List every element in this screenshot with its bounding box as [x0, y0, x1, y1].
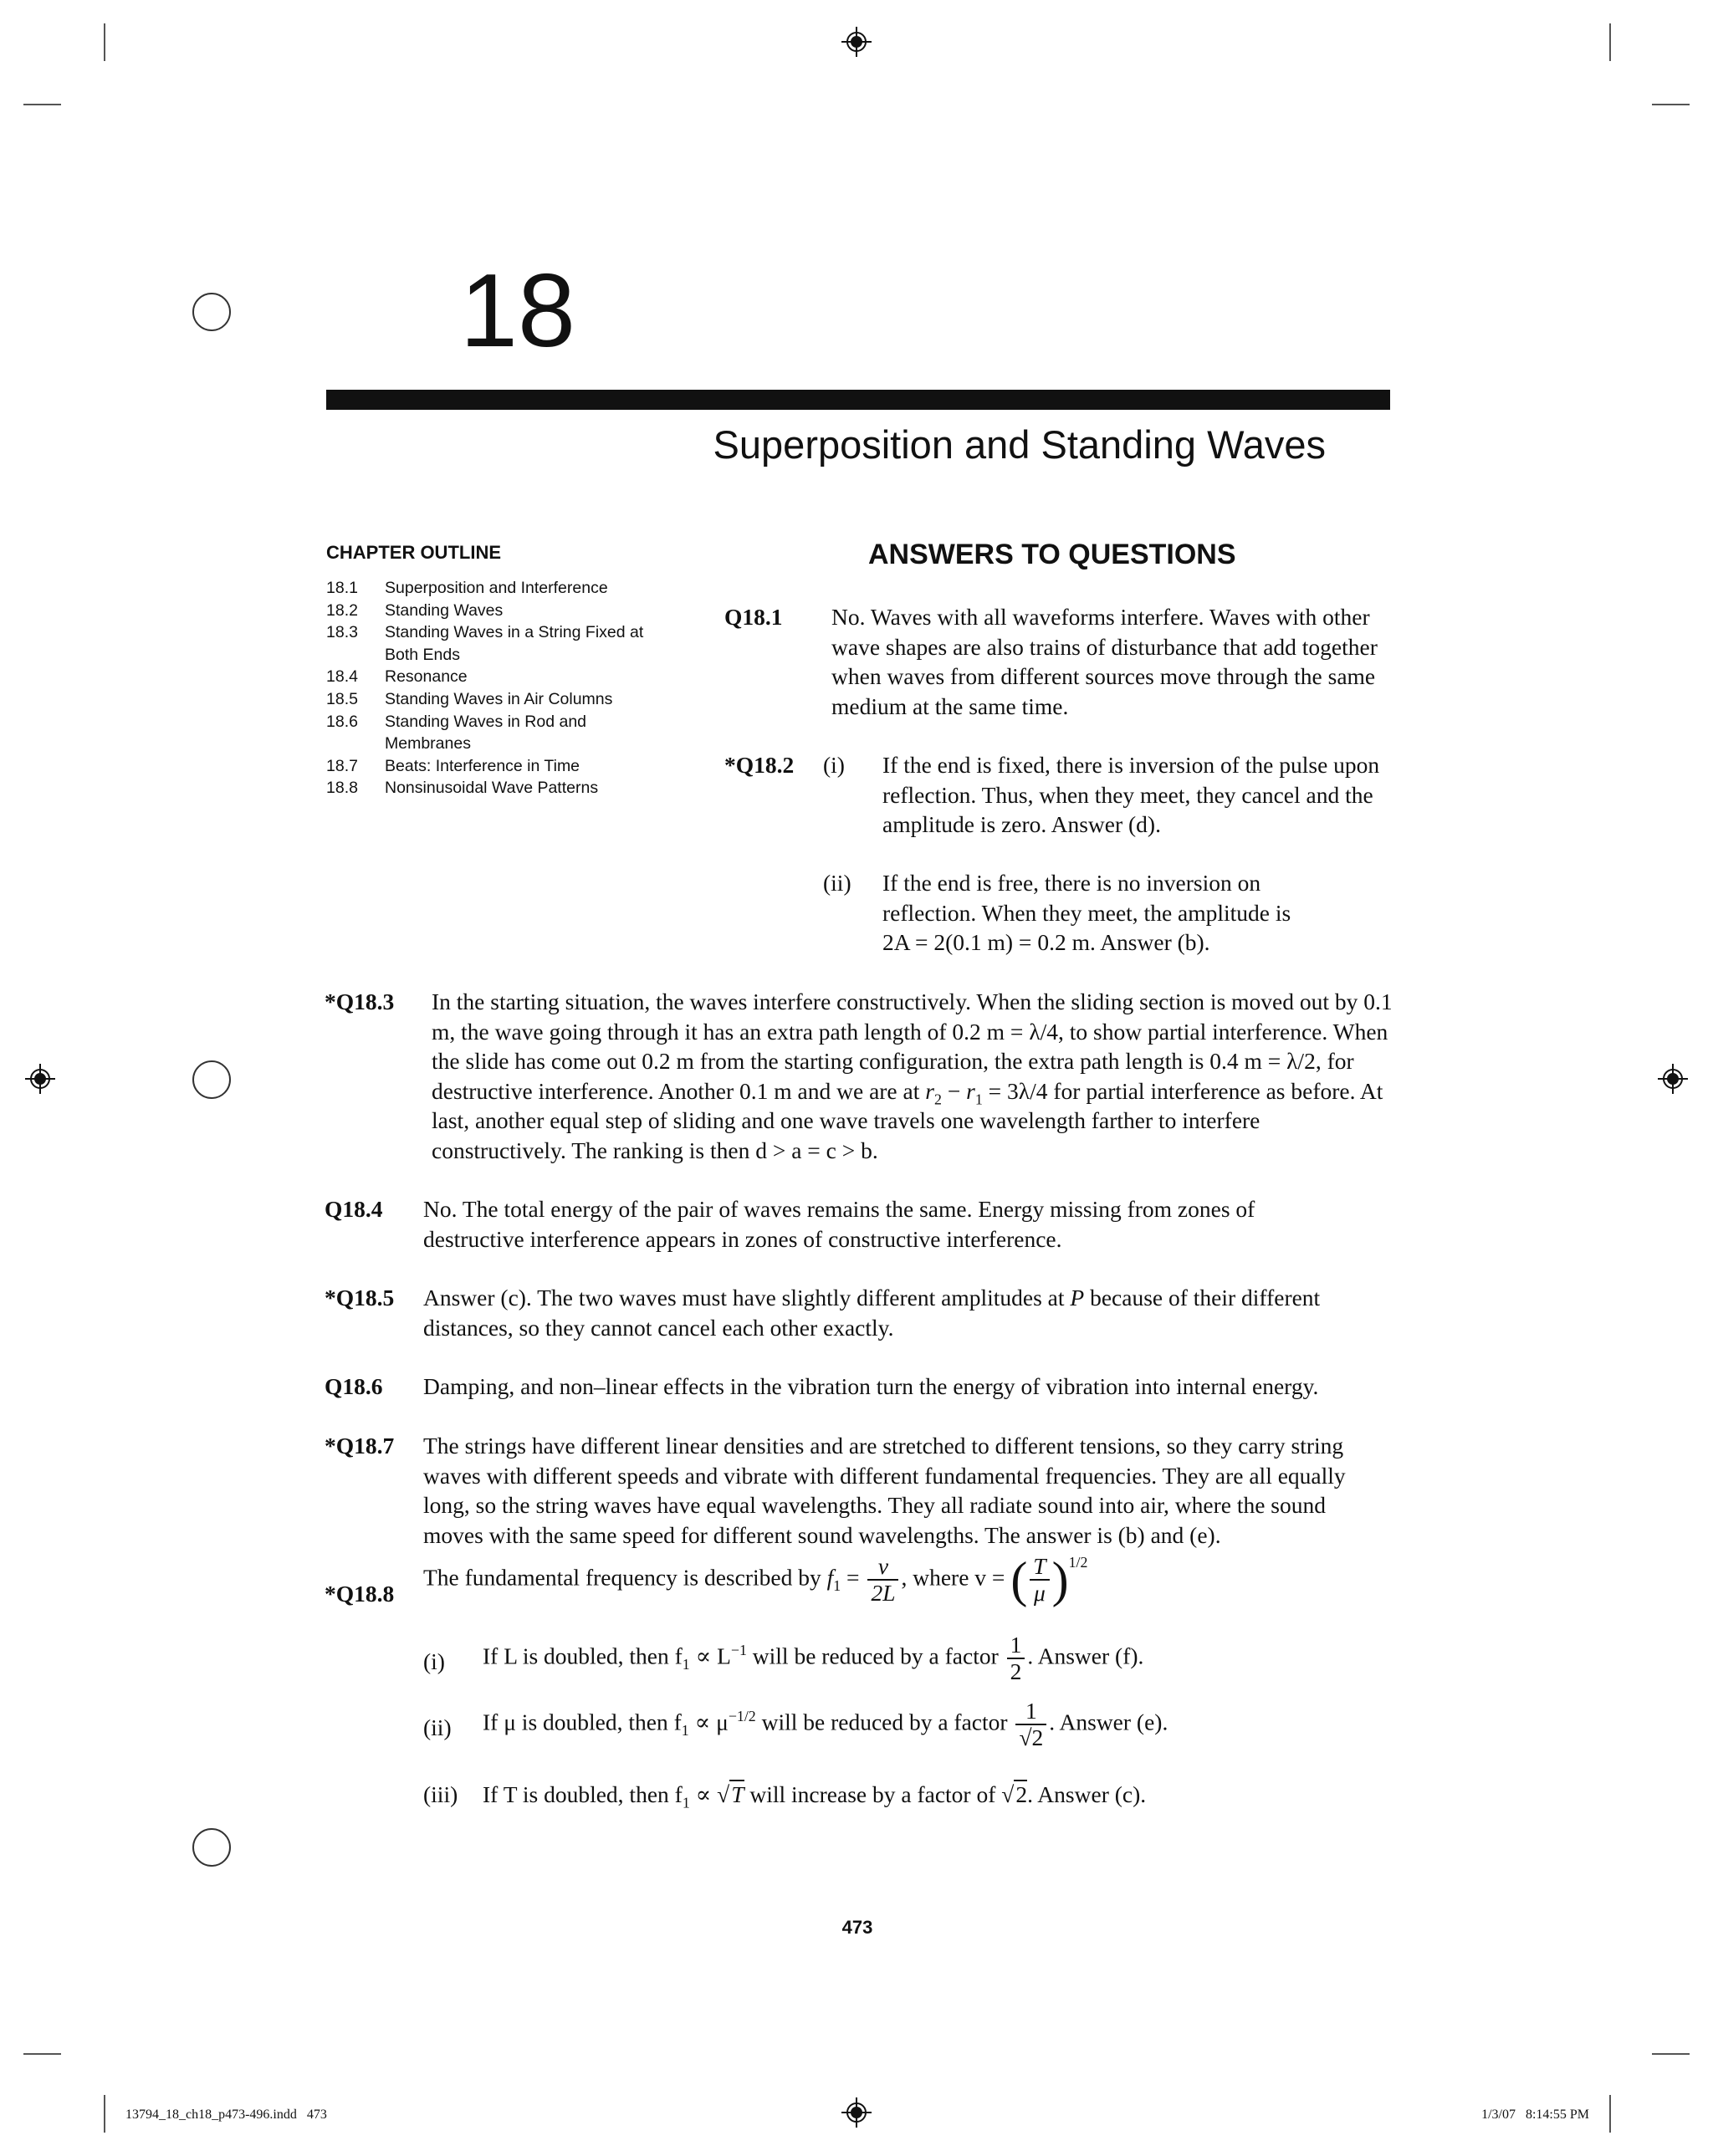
slug-file: 13794_18_ch18_p473-496.indd 473: [125, 2107, 327, 2122]
fraction: $\frac{v}{2L}$: [867, 1554, 898, 1606]
sub-label: (ii): [823, 870, 851, 896]
answer-text: In the starting situation, the waves interfere constructively. When the sliding section is moved out by 0.1 m, the wave going through it has an extra path length of 0.2 m = λ/4, to show partial interference. When the slide has come out 0.2 m from the starting configuration, the extra path length is 0.4 m = λ/2, for destructive interference. Another 0.1 m and we are at $r_2 - r_1 = 3\lambda/4$ for partial interference as before. At last, another equal step of sliding and one wave travels one wavelength farther to interfere constructively. The ranking is then d > a = c > b.: [432, 989, 1393, 1163]
outline-item: 18.1 Superposition and Interference: [326, 579, 608, 597]
answer-text: No. Waves with all waveforms interfere. Waves with other wave shapes are also trains of disturbance that add together when waves from different sources move through the same medium at the same time.: [831, 604, 1378, 719]
answer-text: If the end is fixed, there is inversion of the pulse upon reflection. Thus, when they meet, they cancel and the amplitude is zero. Answer (d).: [882, 752, 1380, 837]
question-label: Q18.1: [724, 604, 783, 630]
outline-item: 18.8 Nonsinusoidal Wave Patterns: [326, 779, 599, 798]
fraction: $\frac{1}{√2}$: [1015, 1699, 1046, 1750]
fraction: $\frac{1}{2}$: [1007, 1632, 1025, 1684]
outline-item: 18.7 Beats: Interference in Time: [326, 756, 580, 775]
question-label: *Q18.7: [325, 1433, 395, 1459]
crop-mark: [1652, 2053, 1690, 2055]
answer-equation: If T is doubled, then $f_1 \propto √T$ will increase by a factor of √2. Answer (c).: [483, 1781, 1147, 1811]
answer-text: If the end is free, there is no inversion on reflection. When they meet, the amplitude is: [882, 870, 1291, 926]
answer-equation: If μ is doubled, then $f_1 \propto \mu^{-1/2}$ will be reduced by a factor $\frac{1}{√2}$ . Answer (e).: [483, 1698, 1168, 1750]
chapter-rule: [326, 390, 1390, 410]
crop-mark: [1609, 23, 1611, 61]
crop-mark: [1652, 104, 1690, 105]
crop-mark: [23, 104, 61, 105]
registration-mark-icon: [841, 2097, 872, 2128]
slug-timestamp: 1/3/07 8:14:55 PM: [1481, 2107, 1589, 2122]
outline-item: 18.6 Standing Waves in Rod and Membranes: [326, 712, 587, 754]
crop-mark: [1609, 2095, 1611, 2133]
crop-mark: [23, 2053, 61, 2055]
question-label: Q18.4: [325, 1196, 383, 1222]
crop-mark: [104, 2095, 105, 2133]
crop-mark: [104, 23, 105, 61]
registration-mark-icon: [841, 27, 872, 57]
answer-text: The strings have different linear densities and are stretched to different tensions, so they carry string waves with different speeds and vibrate with different fundamental frequencies. They are all equally long, so the string waves have equal wavelengths. They all radiate sound into air, where the sound moves with the same speed for different sound wavelengths. The answer is (b) and (e).: [423, 1433, 1346, 1548]
page-number: 473: [841, 1917, 873, 1938]
answer-equation: If L is doubled, then $f_1 \propto L^{-1}$ will be reduced by a factor $\frac{1}{2}$ . Answer (f).: [483, 1632, 1144, 1684]
outline-item: 18.3 Standing Waves in a String Fixed at Both Ends: [326, 623, 644, 664]
question-label: Q18.6: [325, 1373, 383, 1399]
sub-label: (ii): [423, 1714, 452, 1740]
outline-item: 18.2 Standing Waves: [326, 600, 504, 620]
chapter-outline: [326, 577, 678, 800]
chapter-number: 18: [460, 253, 575, 369]
answer-text: No. The total energy of the pair of waves remains the same. Energy missing from zones of destructive interference appears in zones of constructive interference.: [423, 1196, 1255, 1252]
question-label: *Q18.3: [325, 989, 395, 1014]
outline-item: 18.5 Standing Waves in Air Columns: [326, 689, 613, 708]
registration-mark-icon: [1658, 1064, 1688, 1094]
binder-hole: [192, 293, 231, 331]
binder-hole: [192, 1060, 231, 1099]
chapter-title: Superposition and Standing Waves: [713, 422, 1326, 467]
outline-heading: CHAPTER OUTLINE: [326, 542, 501, 563]
sub-label: (iii): [423, 1781, 458, 1807]
sub-label: (i): [423, 1648, 445, 1674]
question-label: *Q18.5: [325, 1285, 395, 1310]
answer-text: Damping, and non–linear effects in the vibration turn the energy of vibration into internal energy.: [423, 1373, 1319, 1399]
registration-mark-icon: [25, 1064, 55, 1094]
answers-heading: ANSWERS TO QUESTIONS: [868, 539, 1236, 570]
fraction: $\frac{T}{\mu}$: [1030, 1554, 1049, 1606]
question-label: *Q18.8: [325, 1581, 395, 1607]
binder-hole: [192, 1828, 231, 1867]
sub-label: (i): [823, 752, 845, 778]
answer-equation: 2A = 2(0.1 m) = 0.2 m. Answer (b).: [882, 929, 1210, 955]
question-label: *Q18.2: [724, 752, 795, 778]
outline-item: 18.4 Resonance: [326, 667, 468, 687]
answer-equation: The fundamental frequency is described by $f_1$ = $\frac{v}{2L}$ , where v = ( $\frac{T}{\mu}$ )$^{1/2}$: [423, 1552, 1088, 1607]
answer-text: Answer (c). The two waves must have slightly different amplitudes at P because of their different distances, so they cannot cancel each other exactly.: [423, 1285, 1321, 1341]
